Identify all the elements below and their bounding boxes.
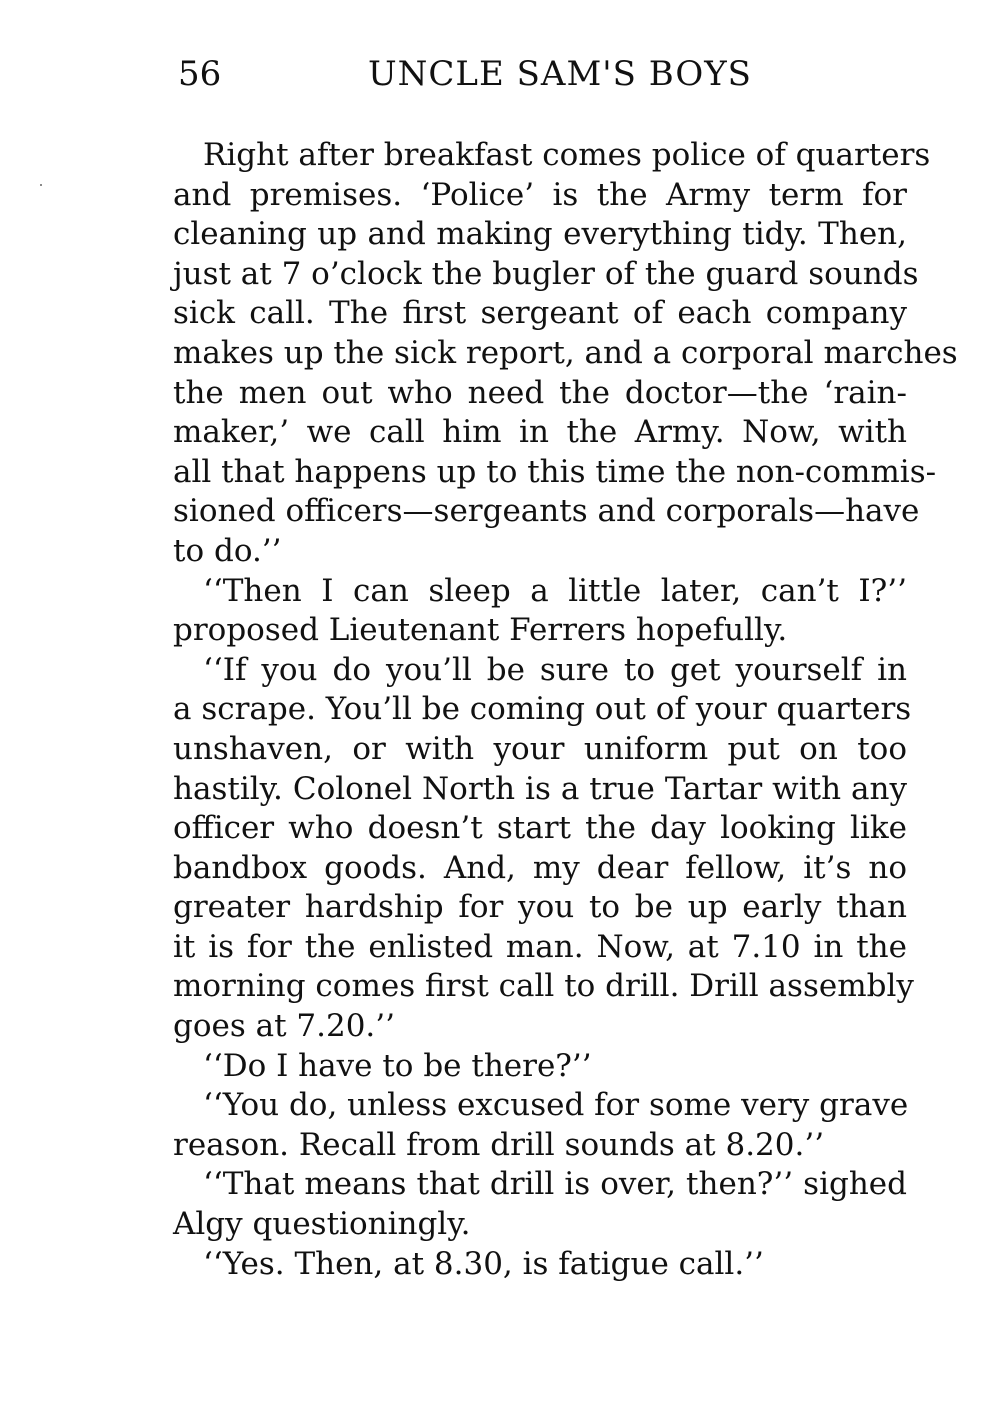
text-line: Right after breakfast comes police of quarters	[203, 137, 931, 173]
paper-speck	[40, 184, 42, 186]
text-line: ‘‘That means that drill is over, then?’’ sighed	[203, 1166, 907, 1203]
text-line: makes up the sick report, and a corporal marches	[173, 334, 958, 371]
text-line: morning comes first call to drill. Drill assembly	[173, 968, 914, 1005]
running-title: UNCLE SAM'S BOYS	[368, 54, 752, 94]
text-line: ‘‘If you do you’ll be sure to get yourself in	[203, 651, 907, 688]
text-line: unshaven, or with your uniform put on too	[173, 730, 907, 767]
text-line: a scrape. You’ll be coming out of your quarters	[173, 691, 912, 728]
text-line: to do.’’	[173, 532, 282, 569]
text-line: greater hardship for you to be up early than	[173, 889, 907, 926]
text-line: sioned officers—sergeants and corporals—have	[173, 493, 920, 530]
text-line: hastily. Colonel North is a true Tartar with any	[173, 770, 907, 807]
text-line: all that happens up to this time the non-commis-	[173, 453, 937, 490]
page-number: 56	[178, 54, 222, 94]
text-line: it is for the enlisted man. Now, at 7.10 in the	[173, 928, 907, 965]
text-line: just at 7 o’clock the bugler of the guard sounds	[173, 255, 919, 292]
text-line: proposed Lieutenant Ferrers hopefully.	[173, 612, 788, 649]
text-line: bandbox goods. And, my dear fellow, it’s no	[173, 849, 907, 886]
text-line: ‘‘Then I can sleep a little later, can’t I?’’	[203, 572, 907, 609]
text-line: sick call. The first sergeant of each company	[173, 295, 907, 332]
text-line: and premises. ‘Police’ is the Army term for	[173, 176, 907, 213]
body-text	[173, 136, 958, 1284]
text-line: ‘‘Yes. Then, at 8.30, is fatigue call.’’	[203, 1245, 764, 1282]
text-line: maker,’ we call him in the Army. Now, with	[173, 414, 907, 451]
text-line: ‘‘Do I have to be there?’’	[203, 1047, 592, 1084]
text-line: ‘‘You do, unless excused for some very grave	[203, 1087, 909, 1124]
running-head	[178, 52, 908, 96]
text-line: goes at 7.20.’’	[173, 1008, 395, 1045]
text-line: cleaning up and making everything tidy. Then,	[173, 216, 907, 253]
text-line: Algy questioningly.	[173, 1206, 471, 1243]
text-line: reason. Recall from drill sounds at 8.20.’’	[173, 1126, 825, 1163]
text-line: the men out who need the doctor—the ‘rain-	[173, 374, 907, 411]
text-line: officer who doesn’t start the day looking like	[173, 810, 907, 847]
